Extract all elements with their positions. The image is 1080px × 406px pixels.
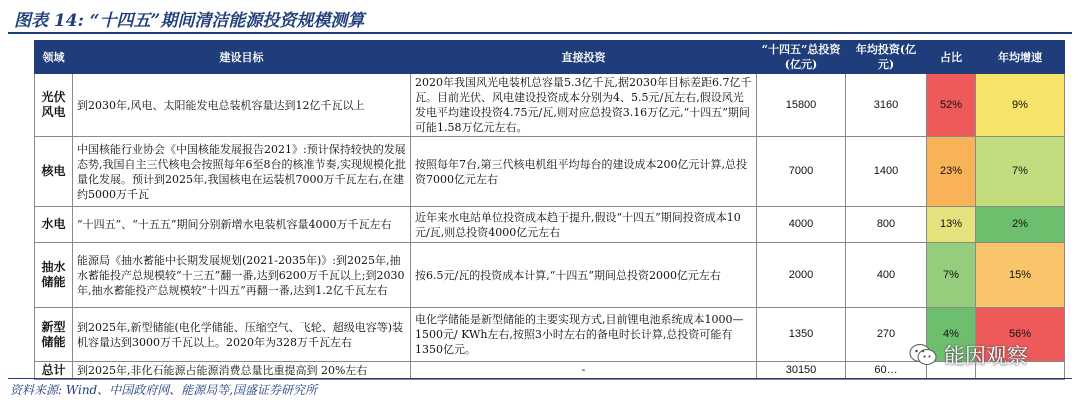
row-total: 7000 <box>757 137 846 207</box>
row-investment: 电化学储能是新型储能的主要实现方式,目前锂电池系统成本1000—1500元/ KWh左右,按照3小时左右的备电时长计算,总投资可能有1350亿元。 <box>411 308 757 362</box>
row-goal: 到2025年,新型储能(电化学储能、压缩空气、飞轮、超级电容等)装机容量达到3000万千瓦以上。2020年为328万千瓦左右 <box>73 308 411 362</box>
table-row <box>35 74 1065 137</box>
total-goal: 到2025年,非化石能源占能源消费总量比重提高到 20%左右 <box>73 362 411 380</box>
row-total: 2000 <box>757 243 846 308</box>
row-goal: 中国核能行业协会《中国核能发展报告2021》:预计保持较快的发展态势,我国自主三代核电会按照每年6至8台的核准节奏,实现规模化批量化发展。预计到2025年,我国核电在运装机7000万千瓦左右,在建约5000万千瓦 <box>73 137 411 207</box>
row-total: 15800 <box>757 74 846 137</box>
watermark-text: 能因观察 <box>944 344 1028 368</box>
row-share: 4% <box>927 308 976 362</box>
row-field: 核电 <box>35 137 73 207</box>
row-growth: 7% <box>976 137 1065 207</box>
row-field: 新型储能 <box>35 308 73 362</box>
header-goal: 建设目标 <box>73 41 411 74</box>
row-share: 23% <box>927 137 976 207</box>
source-divider <box>8 378 1072 379</box>
header-total: “十四五”总投资(亿元) <box>757 41 846 74</box>
total-field: 总计 <box>35 362 73 380</box>
row-growth: 9% <box>976 74 1065 137</box>
row-field: 抽水储能 <box>35 243 73 308</box>
investment-table <box>34 40 1065 380</box>
row-share: 13% <box>927 207 976 243</box>
row-growth: 56% <box>976 308 1065 362</box>
row-growth: 15% <box>976 243 1065 308</box>
row-annual: 800 <box>846 207 927 243</box>
row-goal: “十四五”、“十五五”期间分别新增水电装机容量4000万千瓦左右 <box>73 207 411 243</box>
row-investment: 2020年我国风光电装机总容量5.3亿千瓦,据2030年目标差距6.7亿千瓦。目前光伏、风电建设投资成本分别为4、5.5元/瓦左右,假设风光发电平均建设投资4.75元/瓦,则对应总投资3.16万亿元,“十四五”期间可能1.58万亿元左右。 <box>411 74 757 137</box>
row-field: 光伏风电 <box>35 74 73 137</box>
row-share: 52% <box>927 74 976 137</box>
row-investment: 按6.5元/瓦的投资成本计算,“十四五”期间总投资2000亿元左右 <box>411 243 757 308</box>
row-investment: 近年来水电站单位投资成本趋于提升,假设“十四五”期间投资成本10元/瓦,则总投资4000亿元左右 <box>411 207 757 243</box>
header-annual: 年均投资(亿元) <box>846 41 927 74</box>
table-header-row <box>35 41 1065 74</box>
table-row <box>35 207 1065 243</box>
header-growth: 年均增速 <box>976 41 1065 74</box>
row-annual: 1400 <box>846 137 927 207</box>
row-field: 水电 <box>35 207 73 243</box>
row-investment: 按照每年7台,第三代核电机组平均每台的建设成本200亿元计算,总投资7000亿元左右 <box>411 137 757 207</box>
table-row <box>35 137 1065 207</box>
row-total: 4000 <box>757 207 846 243</box>
table-row <box>35 243 1065 308</box>
total-investment: - <box>411 362 757 380</box>
row-annual: 400 <box>846 243 927 308</box>
title-divider <box>8 32 1072 34</box>
row-goal: 到2030年,风电、太阳能发电总装机容量达到12亿千瓦以上 <box>73 74 411 137</box>
row-growth: 2% <box>976 207 1065 243</box>
header-field: 领域 <box>35 41 73 74</box>
row-goal: 能源局《抽水蓄能中长期发展规划(2021-2035年)》:到2025年,抽水蓄能投产总规模较“十三五”翻一番,达到6200万千瓦以上;到2030年,抽水蓄能投产总规模较“十四五”再翻一番,达到1.2亿千瓦左右 <box>73 243 411 308</box>
total-total: 30150 <box>757 362 846 380</box>
row-total: 1350 <box>757 308 846 362</box>
wechat-bubble-icon <box>908 342 938 368</box>
row-annual: 3160 <box>846 74 927 137</box>
header-share: 占比 <box>927 41 976 74</box>
row-share: 7% <box>927 243 976 308</box>
row-annual: 270 <box>846 308 927 362</box>
source-note: 资料来源: Wind、中国政府网、能源局等,国盛证券研究所 <box>10 383 318 397</box>
page-title: 图表 14: “十四五”期间清洁能源投资规模测算 <box>14 11 365 31</box>
watermark <box>908 340 1028 370</box>
header-investment: 直接投资 <box>411 41 757 74</box>
total-annual: 60… <box>846 362 927 380</box>
